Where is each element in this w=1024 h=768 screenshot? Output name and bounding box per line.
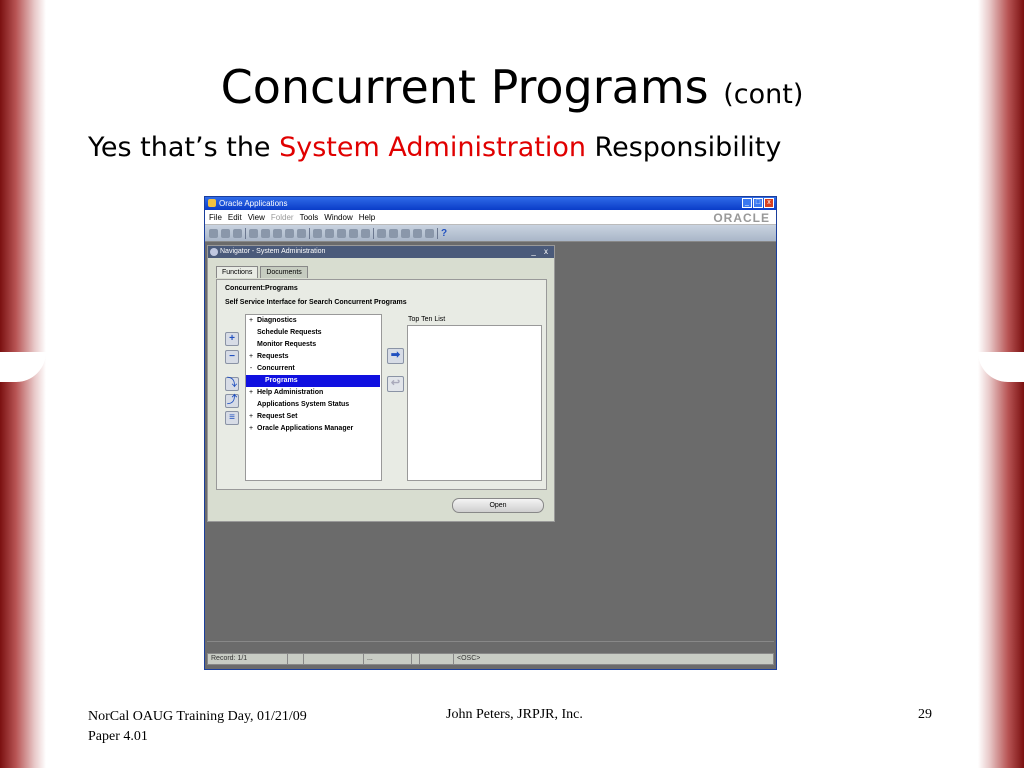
tree-expand-icon: + bbox=[248, 317, 254, 324]
print-icon[interactable] bbox=[285, 229, 294, 238]
tree-item[interactable] bbox=[246, 363, 381, 375]
expand-branch-button[interactable]: + bbox=[225, 332, 239, 346]
edit-field-icon[interactable] bbox=[377, 229, 386, 238]
selected-path-label: Concurrent:Programs bbox=[225, 285, 298, 292]
function-description: Self Service Interface for Search Concurrent Programs bbox=[225, 299, 407, 306]
subtitle-pre: Yes that’s the bbox=[88, 132, 280, 163]
page-number: 29 bbox=[918, 707, 932, 722]
toolbar-separator bbox=[245, 228, 246, 239]
tree-expand-icon: + bbox=[248, 413, 254, 420]
tab-functions[interactable]: Functions bbox=[216, 266, 258, 278]
translations-icon[interactable] bbox=[401, 229, 410, 238]
tree-item[interactable] bbox=[246, 339, 381, 351]
tree-item-label: Applications System Status bbox=[257, 401, 350, 408]
menu-bar bbox=[205, 210, 776, 225]
maximize-button[interactable]: □ bbox=[753, 198, 763, 208]
functions-tree[interactable] bbox=[245, 314, 382, 481]
subtitle-post: Responsibility bbox=[585, 132, 782, 163]
footer-left bbox=[88, 707, 307, 747]
copy-icon[interactable] bbox=[325, 229, 334, 238]
help-icon[interactable]: ? bbox=[441, 227, 448, 239]
zoom-icon[interactable] bbox=[389, 229, 398, 238]
navigator-title: Navigator - System Administration bbox=[220, 248, 326, 255]
navigator-icon bbox=[210, 248, 218, 256]
toolbar bbox=[205, 225, 776, 242]
status-cell bbox=[420, 654, 454, 664]
tree-item-label: Diagnostics bbox=[257, 317, 297, 324]
slide-title bbox=[0, 60, 1024, 114]
collapse-branch-button[interactable]: − bbox=[225, 350, 239, 364]
menu-tools[interactable]: Tools bbox=[299, 213, 319, 222]
menu-view[interactable]: View bbox=[247, 213, 265, 222]
navigator-titlebar[interactable] bbox=[208, 246, 554, 258]
next-step-icon[interactable] bbox=[261, 229, 270, 238]
find-icon[interactable] bbox=[221, 229, 230, 238]
delete-icon[interactable] bbox=[361, 229, 370, 238]
collapse-all-button[interactable]: ⤴ bbox=[227, 395, 237, 406]
menu-folder[interactable]: Folder bbox=[270, 213, 294, 222]
menu-edit[interactable]: Edit bbox=[227, 213, 242, 222]
navigator-window bbox=[207, 245, 555, 522]
switch-responsibility-icon[interactable] bbox=[273, 229, 282, 238]
tree-item[interactable] bbox=[246, 387, 381, 399]
navigator-icon[interactable] bbox=[233, 229, 242, 238]
add-to-top-ten-button[interactable]: ➡ bbox=[387, 348, 404, 364]
expand-all-button[interactable]: ⤵ bbox=[227, 378, 237, 389]
right-curtain-decoration bbox=[978, 0, 1024, 768]
subtitle-highlight: System Administration bbox=[279, 132, 586, 163]
footer-event: NorCal OAUG Training Day, 01/21/09 bbox=[88, 709, 307, 724]
navigator-tabs bbox=[216, 266, 308, 278]
slide-title-suffix: (cont) bbox=[723, 79, 804, 110]
window-title: Oracle Applications bbox=[219, 199, 288, 208]
window-titlebar[interactable] bbox=[205, 197, 776, 210]
footer-paper: Paper 4.01 bbox=[88, 729, 148, 744]
status-cell: ... bbox=[364, 654, 412, 664]
tree-item[interactable] bbox=[246, 399, 381, 411]
tree-expand-icon: - bbox=[249, 365, 253, 372]
top-ten-list[interactable] bbox=[407, 325, 542, 481]
tree-item[interactable] bbox=[246, 327, 381, 339]
folder-tools-icon[interactable] bbox=[425, 229, 434, 238]
tree-item-label: Request Set bbox=[257, 413, 298, 420]
tree-expand-icon: + bbox=[248, 389, 254, 396]
save-icon[interactable] bbox=[249, 229, 258, 238]
tree-item-label: Oracle Applications Manager bbox=[257, 425, 354, 432]
tree-expand-icon: + bbox=[248, 425, 254, 432]
tree-item-label: Concurrent bbox=[257, 365, 295, 372]
footer-author: John Peters, JRPJR, Inc. bbox=[446, 707, 583, 722]
new-icon[interactable] bbox=[209, 229, 218, 238]
status-cell bbox=[304, 654, 364, 664]
toolbar-separator bbox=[373, 228, 374, 239]
oracle-applications-window bbox=[204, 196, 777, 670]
paste-icon[interactable] bbox=[337, 229, 346, 238]
open-button[interactable]: Open bbox=[452, 498, 544, 513]
navigator-window-buttons[interactable]: _ x bbox=[531, 247, 551, 256]
close-button[interactable]: x bbox=[764, 198, 774, 208]
close-form-icon[interactable] bbox=[297, 229, 306, 238]
message-line bbox=[207, 641, 774, 651]
top-ten-label: Top Ten List bbox=[408, 316, 446, 323]
menu-help[interactable]: Help bbox=[358, 213, 376, 222]
tab-documents[interactable]: Documents bbox=[260, 266, 307, 278]
tree-item[interactable] bbox=[246, 375, 380, 387]
remove-from-top-ten-button[interactable]: ↩ bbox=[387, 376, 404, 392]
status-cell: <OSC> bbox=[457, 655, 481, 662]
menu-window[interactable]: Window bbox=[324, 213, 353, 222]
slide-subtitle bbox=[88, 132, 781, 163]
tree-item[interactable] bbox=[246, 423, 381, 435]
tree-item-label: Schedule Requests bbox=[257, 329, 322, 336]
slide-title-main: Concurrent Programs bbox=[220, 60, 709, 114]
status-cell bbox=[288, 654, 304, 664]
tree-item[interactable] bbox=[246, 351, 381, 363]
minimize-button[interactable]: _ bbox=[742, 198, 752, 208]
tree-item[interactable] bbox=[246, 315, 381, 327]
menu-file[interactable]: File bbox=[209, 213, 222, 222]
oracle-logo: ORACLE bbox=[713, 211, 770, 225]
oracle-app-icon bbox=[208, 199, 216, 207]
tree-item-label: Help Administration bbox=[257, 389, 324, 396]
toolbar-separator bbox=[437, 228, 438, 239]
tree-item-label: Requests bbox=[257, 353, 289, 360]
tree-item-label: Programs bbox=[265, 377, 298, 384]
tree-expand-icon: + bbox=[248, 353, 254, 360]
status-bar bbox=[207, 653, 774, 665]
left-curtain-decoration bbox=[0, 0, 46, 768]
collapse-branch-all-button[interactable]: ≡ bbox=[225, 411, 239, 425]
status-cell: Record: 1/1 bbox=[208, 654, 288, 664]
attachments-icon[interactable] bbox=[413, 229, 422, 238]
tree-item-label: Monitor Requests bbox=[257, 341, 317, 348]
cut-icon[interactable] bbox=[313, 229, 322, 238]
clear-record-icon[interactable] bbox=[349, 229, 358, 238]
status-cell bbox=[412, 654, 420, 664]
functions-panel bbox=[216, 279, 547, 490]
tree-item[interactable] bbox=[246, 411, 381, 423]
toolbar-separator bbox=[309, 228, 310, 239]
